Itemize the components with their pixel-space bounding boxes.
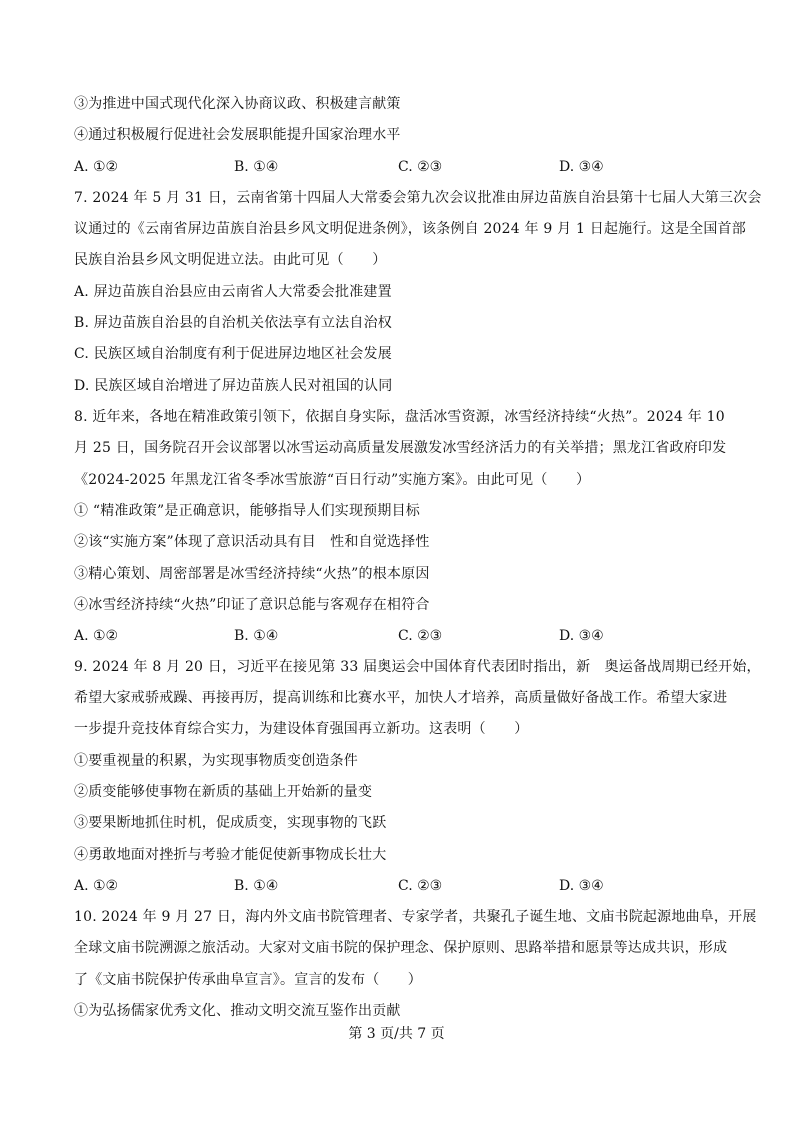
q8-stem-line-3: 《2024-2025 年黑龙江省冬季冰雪旅游“百日行动”实施方案》。由此可见（ ） — [74, 472, 591, 488]
q7-stem-line-2: 议通过的《云南省屏边苗族自治县乡风文明促进条例》，该条例自 2024 年 9 月 1 日起施行。这是全国首部 — [74, 221, 746, 237]
q6-option-d: D. ③④ — [559, 159, 604, 175]
q9-option-b: B. ①④ — [234, 878, 279, 894]
q7-option-c: C. 民族区域自治制度有利于促进屏边地区社会发展 — [74, 346, 392, 362]
q8-option-c: C. ②③ — [398, 628, 443, 644]
q8-option-d: D. ③④ — [559, 628, 604, 644]
q9-option-a: A. ①② — [74, 878, 119, 894]
q10-stem-line-1: 10. 2024 年 9 月 27 日，海内外文庙书院管理者、专家学者，共聚孔子诞生地、文庙书院起源地曲阜，开展 — [74, 909, 757, 925]
q9-item-1: ①要重视量的积累，为实现事物质变创造条件 — [74, 753, 358, 769]
q6-item-3: ③为推进中国式现代化深入协商议政、积极建言献策 — [74, 96, 401, 112]
q8-stem-line-1: 8. 近年来，各地在精准政策引领下，依据自身实际，盘活冰雪资源，冰雪经济持续“火热”。2024 年 10 — [74, 409, 725, 425]
q8-item-4: ④冰雪经济持续“火热”印证了意识总能与客观存在相符合 — [74, 597, 430, 613]
q7-option-b: B. 屏边苗族自治县的自治机关依法享有立法自治权 — [74, 315, 392, 331]
q7-option-a: A. 屏边苗族自治县应由云南省人大常委会批准建置 — [74, 284, 392, 300]
q9-item-3: ③要果断地抓住时机，促成质变，实现事物的飞跃 — [74, 815, 387, 831]
q10-item-1: ①为弘扬儒家优秀文化、推动文明交流互鉴作出贡献 — [74, 1003, 401, 1019]
q7-option-d: D. 民族区域自治增进了屏边苗族人民对祖国的认同 — [74, 378, 393, 394]
q8-item-1: ① “精准政策”是正确意识，能够指导人们实现预期目标 — [74, 503, 420, 519]
q6-option-b: B. ①④ — [234, 159, 279, 175]
q6-option-c: C. ②③ — [398, 159, 443, 175]
q8-item-2: ②该“实施方案”体现了意识活动具有目 性和自觉选择性 — [74, 534, 430, 550]
q7-stem-line-3: 民族自治县乡风文明促进立法。由此可见（ ） — [74, 252, 387, 268]
q7-stem-line-1: 7. 2024 年 5 月 31 日，云南省第十四届人大常委会第九次会议批准由屏边苗族自治县第十七届人大第三次会 — [74, 190, 762, 206]
q10-stem-line-2: 全球文庙书院溯源之旅活动。大家对文庙书院的保护理念、保护原则、思路举措和愿景等达成共识，形成 — [74, 940, 728, 956]
q8-stem-line-2: 月 25 日，国务院召开会议部署以冰雪运动高质量发展激发冰雪经济活力的有关举措；黑龙江省政府印发 — [74, 440, 727, 456]
q9-option-c: C. ②③ — [398, 878, 443, 894]
q6-option-a: A. ①② — [74, 159, 119, 175]
q6-item-4: ④通过积极履行促进社会发展职能提升国家治理水平 — [74, 127, 401, 143]
q8-option-a: A. ①② — [74, 628, 119, 644]
q8-option-b: B. ①④ — [234, 628, 279, 644]
q9-stem-line-1: 9. 2024 年 8 月 20 日，习近平在接见第 33 届奥运会中国体育代表团时指出，新 奥运备战周期已经开始， — [74, 659, 761, 675]
q9-stem-line-2: 希望大家戒骄戒躁、再接再厉，提高训练和比赛水平，加快人才培养，高质量做好备战工作。希望大家进 — [74, 690, 728, 706]
q10-stem-line-3: 了《文庙书院保护传承曲阜宣言》。宣言的发布（ ） — [74, 972, 422, 988]
q9-item-4: ④勇敢地面对挫折与考验才能促使新事物成长壮大 — [74, 847, 387, 863]
q9-option-d: D. ③④ — [559, 878, 604, 894]
q8-item-3: ③精心策划、周密部署是冰雪经济持续“火热”的根本原因 — [74, 566, 430, 582]
q9-stem-line-3: 一步提升竞技体育综合实力，为建设体育强国再立新功。这表明（ ） — [74, 721, 529, 737]
page-footer: 第 3 页/共 7 页 — [348, 1026, 445, 1042]
q9-item-2: ②质变能够使事物在新质的基础上开始新的量变 — [74, 784, 373, 800]
